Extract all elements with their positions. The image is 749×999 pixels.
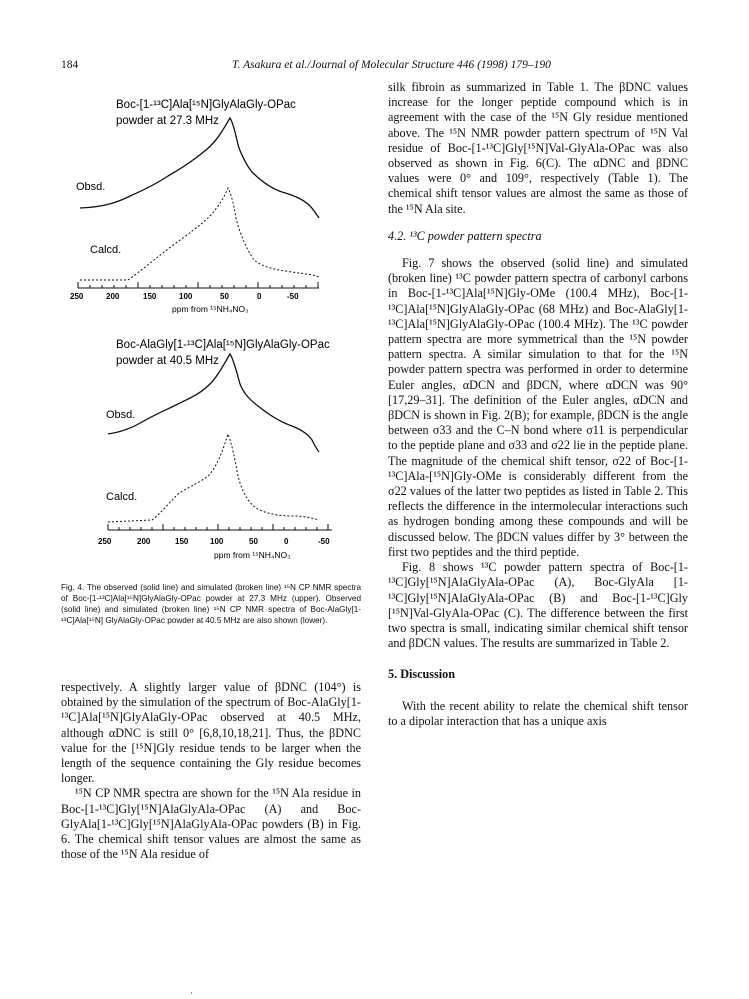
lower-calcd-label: Calcd. bbox=[106, 491, 138, 503]
upper-tick-labels bbox=[70, 292, 299, 301]
lower-axis bbox=[108, 524, 332, 530]
upper-tick-150: 150 bbox=[143, 292, 157, 301]
lower-tick-labels bbox=[98, 537, 330, 546]
right-column bbox=[388, 80, 688, 729]
lower-tick-100: 100 bbox=[210, 537, 224, 546]
upper-tick-250: 250 bbox=[70, 292, 84, 301]
lower-tick-minus50: -50 bbox=[318, 537, 330, 546]
left-column bbox=[61, 680, 361, 862]
paragraph: Fig. 8 shows ¹³C powder pattern spectra of Boc-[1-¹³C]Gly[¹⁵N]AlaGlyAla-OPac (A), Boc-GlyAla [1-¹³C]Gly[¹⁵N]AlaGlyAla-OPac (B) and Boc-[1-¹³C]Gly [¹⁵N]Val-GlyAla-OPac (C). The difference between the first two spectra is small, indicating similar chemical shift tensor and βDCN values. The results are summarized in Table 2. bbox=[388, 560, 688, 651]
paragraph: ¹⁵N CP NMR spectra are shown for the ¹⁵N Ala residue in Boc-[1-¹³C]Gly[¹⁵N]AlaGlyAla-OPac (A) and Boc-GlyAla[1-¹³C]Gly[¹⁵N]AlaGlyAla-OPac powders (B) in Fig. 6. The chemical shift tensor values are almost the same as those of the ¹⁵N Ala residue of bbox=[61, 786, 361, 862]
upper-tick-0: 0 bbox=[257, 292, 262, 301]
paragraph: respectively. A slightly larger value of βDNC (104°) is obtained by the simulation of the spectrum of Boc-AlaGly[1-¹³C]Ala[¹⁵N]GlyAlaGly-OPac observed at 40.5 MHz, although αDNC is still 0° [6,8,10,18,21]. Thus, the βDNC value for the [¹⁵N]Gly residue tends to be larger when the length of the sequence containing the Gly residue becomes longer. bbox=[61, 680, 361, 786]
section-heading-4-2: 4.2. ¹³C powder pattern spectra bbox=[388, 228, 542, 243]
upper-tick-100: 100 bbox=[179, 292, 193, 301]
figure-caption: Fig. 4. The observed (solid line) and simulated (broken line) ¹⁵N CP NMR spectra of Boc-[1-¹³C]Ala[¹⁵N]GlyAlaGly-OPac powder at 27.3 MHz (upper). Observed (solid line) and simulated (broken line) ¹⁵N CP NMR spectra of Boc-AlaGly[1-¹³C]Ala[¹⁵N] GlyAlaGly-OPac powder at 40.5 MHz are also shown (lower). bbox=[61, 583, 361, 625]
paragraph: Fig. 7 shows the observed (solid line) and simulated (broken line) ¹³C powder pattern spectra of carbonyl carbons in Boc-[1-¹³C]Ala[¹⁵N]Gly-OMe (100.4 MHz), Boc-[1-¹³C]Ala[¹⁵N]GlyAlaGly-OPac (68 MHz) and Boc-AlaGly[1-¹³C]Ala[¹⁵N]GlyAlaGly-OPac (100.4 MHz). The ¹³C powder pattern spectra are more symmetrical than the ¹⁵N powder pattern spectra. A similar simulation to that for the ¹⁵N powder pattern spectra was performed in order to determine Euler angles, αDCN and βDCN, where αDCN was 90°[17,29–31]. The definition of the Euler angles, αDCN and βDCN is shown in Fig. 2(B); for example, βDCN is the angle between σ33 and the C–N bond where σ11 is perpendicular to the peptide plane and σ33 and σ22 lie in the peptide plane. The magnitude of the chemical shift tensor, σ22 of Boc-[1-¹³C]Ala-[¹⁵N]Gly-OMe is considerably different from the σ22 values of the latter two peptides as listed in Table 2. This reflects the difference in the intermolecular interactions such as hydrogen bonding among these compounds and will be discussed below. The βDCN values differ by 3° between the first two peptides and the third peptide. bbox=[388, 256, 688, 559]
upper-tick-50: 50 bbox=[220, 292, 229, 301]
paragraph: With the recent ability to relate the chemical shift tensor to a dipolar interaction that has a unique axis bbox=[388, 698, 688, 728]
upper-tick-minus50: -50 bbox=[287, 292, 299, 301]
lower-title-line2: powder at 40.5 MHz bbox=[116, 355, 219, 367]
running-head: T. Asakura et al./Journal of Molecular Structure 446 (1998) 179–190 bbox=[232, 59, 551, 71]
footer-mark: · bbox=[190, 988, 193, 998]
upper-title-line2: powder at 27.3 MHz bbox=[116, 115, 219, 127]
upper-axis bbox=[78, 282, 319, 288]
upper-axis-label: ppm from ¹⁵NH₄NO₃ bbox=[172, 304, 249, 314]
figure-4-plot bbox=[60, 88, 360, 588]
lower-simulated-spectrum bbox=[108, 434, 319, 522]
lower-tick-200: 200 bbox=[137, 537, 151, 546]
figure-4 bbox=[60, 88, 360, 588]
lower-observed-spectrum bbox=[108, 354, 319, 452]
upper-title-line1: Boc-[1-¹³C]Ala[¹⁵N]GlyAlaGly-OPac bbox=[116, 99, 296, 111]
upper-obsd-label: Obsd. bbox=[76, 181, 106, 193]
lower-obsd-label: Obsd. bbox=[106, 409, 136, 421]
upper-tick-200: 200 bbox=[106, 292, 120, 301]
upper-calcd-label: Calcd. bbox=[90, 244, 122, 256]
lower-tick-150: 150 bbox=[175, 537, 189, 546]
lower-title-line1: Boc-AlaGly[1-¹³C]Ala[¹⁵N]GlyAlaGly-OPac bbox=[116, 339, 330, 351]
lower-tick-250: 250 bbox=[98, 537, 112, 546]
lower-tick-0: 0 bbox=[284, 537, 289, 546]
lower-tick-50: 50 bbox=[249, 537, 258, 546]
section-heading-5: 5. Discussion bbox=[388, 667, 456, 682]
page-number: 184 bbox=[61, 59, 79, 71]
upper-observed-spectrum bbox=[80, 118, 319, 218]
paragraph: silk fibroin as summarized in Table 1. The βDNC values increase for the longer peptide compound which is in agreement with the case of the ¹⁵N Gly residue mentioned above. The ¹⁵N NMR powder pattern spectrum of ¹⁵N Val residue of Boc-[1-¹³C]Gly[¹⁵N]Val-GlyAla-OPac was also observed as shown in Fig. 6(C). The αDNC and βDNC values were 0° and 109°, respectively (Table 1). The chemical shift tensor values are almost the same as those of the ¹⁵N Ala site. bbox=[388, 80, 688, 216]
lower-axis-label: ppm from ¹⁵NH₄NO₃ bbox=[214, 550, 291, 560]
